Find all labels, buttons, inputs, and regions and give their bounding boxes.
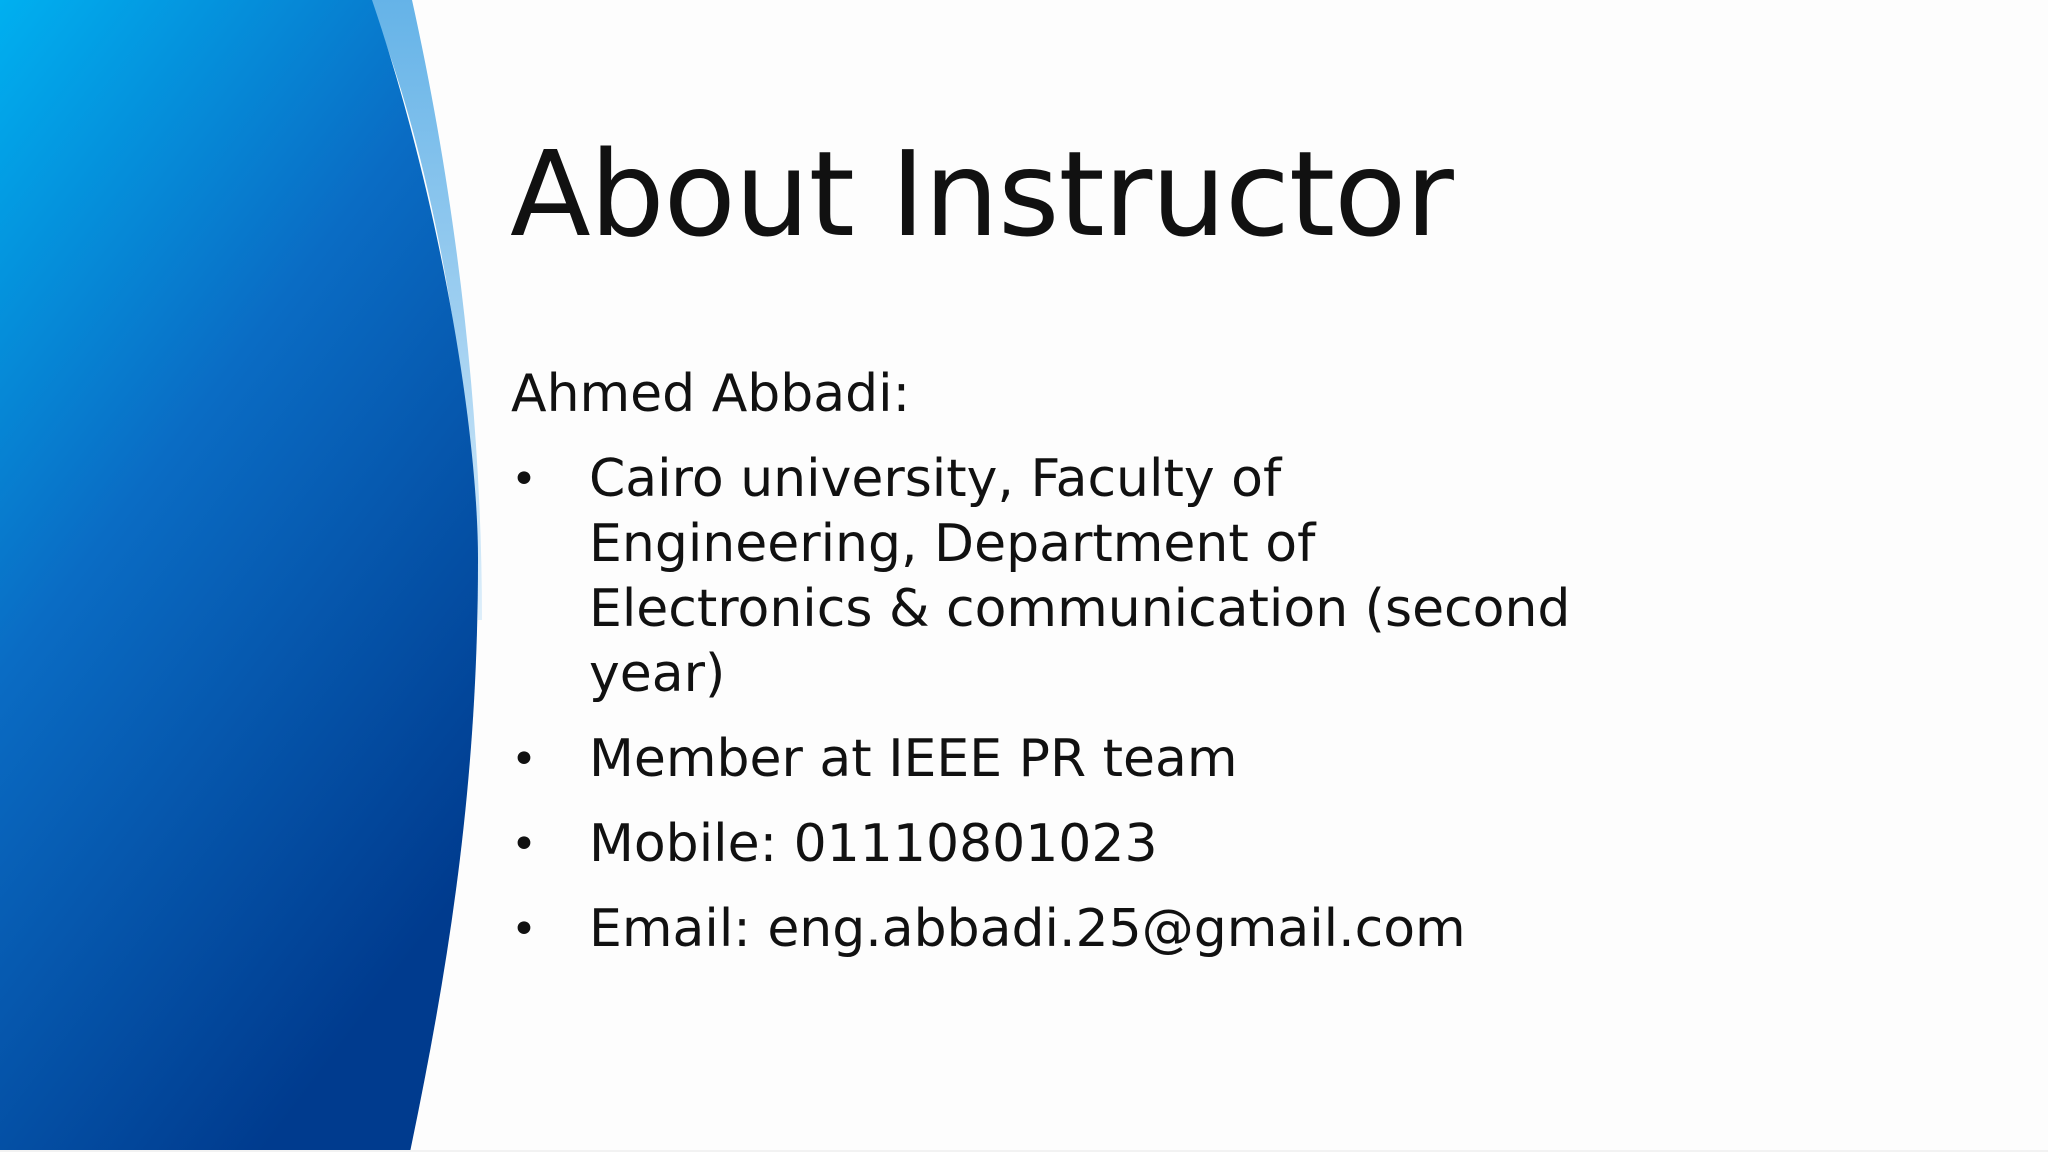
slide-title: About Instructor xyxy=(510,125,1453,263)
bullet-education xyxy=(511,447,1591,707)
bullet-icon: • xyxy=(511,734,537,785)
bullet-icon: • xyxy=(511,904,537,955)
bullet-text-mobile: Mobile: 01110801023 xyxy=(589,814,1158,874)
blue-curve-decoration xyxy=(0,0,520,1152)
bullet-ieee xyxy=(511,727,1591,792)
bullet-icon: • xyxy=(511,454,537,505)
bullet-text-education: Cairo university, Faculty of Engineering, Department of Electronics & communication (second year) xyxy=(589,449,1571,704)
bullet-email xyxy=(511,897,1591,962)
bullet-mobile xyxy=(511,812,1591,877)
curve-main-panel xyxy=(0,0,478,1152)
bullet-list xyxy=(511,447,1591,962)
bullet-text-email: Email: eng.abbadi.25@gmail.com xyxy=(589,899,1466,959)
slide-content xyxy=(511,362,1591,982)
instructor-name: Ahmed Abbadi: xyxy=(511,364,911,424)
bullet-icon: • xyxy=(511,819,537,870)
bullet-text-ieee: Member at IEEE PR team xyxy=(589,729,1238,789)
